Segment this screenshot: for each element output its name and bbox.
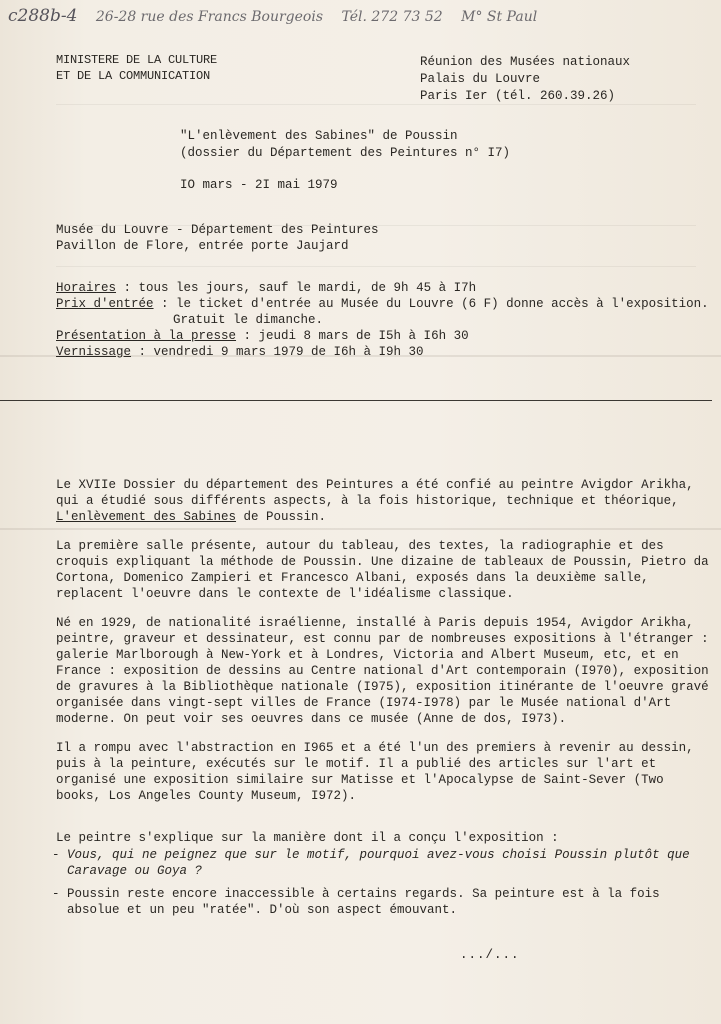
- handwritten-address: 26-28 rue des Francs Bourgeois: [95, 9, 324, 25]
- ministry-line: MINISTERE DE LA CULTURE: [56, 53, 218, 67]
- handwritten-phone: Tél. 272 73 52: [341, 9, 443, 25]
- dash: -: [52, 848, 60, 862]
- handwritten-reference: c288b-4: [8, 6, 78, 26]
- organization-line: Paris Ier (tél. 260.39.26): [420, 89, 616, 103]
- price-label: Prix d'entrée: [56, 297, 154, 311]
- answer-text: Poussin reste encore inaccessible à certains regards. Sa peinture est à la fois absolue et un peu "ratée". D'où son aspect émouvant.: [67, 887, 660, 917]
- paragraph: Le peintre s'explique sur la manière dont il a conçu l'exposition :: [56, 831, 559, 845]
- paragraph-text: Le XVIIe Dossier du département des Peintures a été confié au peintre Avigdor Arikha, qui a étudié sous différents aspects, à la fois historique, technique et théorique,: [56, 478, 694, 508]
- location-block: [56, 222, 379, 254]
- organization-line: Palais du Louvre: [420, 72, 541, 86]
- location-line: Pavillon de Flore, entrée porte Jaujard: [56, 239, 349, 253]
- press-label: Présentation à la presse: [56, 329, 237, 343]
- question-text: Vous, qui ne peignez que sur le motif, pourquoi avez-vous choisi Poussin plutôt que Caravage ou Goya ?: [67, 848, 690, 878]
- ministry-header: [56, 52, 217, 84]
- opening-label: Vernissage: [56, 345, 132, 359]
- handwritten-metro: M° St Paul: [461, 9, 538, 25]
- exhibition-subtitle: (dossier du Département des Peintures n° I7): [180, 146, 511, 160]
- organization-line: Réunion des Musées nationaux: [420, 55, 631, 69]
- organization-header: [420, 54, 630, 105]
- interview-answer: [52, 886, 712, 918]
- interview-question: [52, 847, 712, 879]
- continued-marker: .../...: [460, 948, 520, 962]
- opening-line: [56, 344, 716, 360]
- location-line: Musée du Louvre - Département des Peintures: [56, 223, 379, 237]
- press-text: : jeudi 8 mars de I5h à I6h 30: [236, 329, 469, 343]
- interview-excerpt: [52, 847, 712, 918]
- handwritten-note: [8, 6, 708, 36]
- artwork-title: L'enlèvement des Sabines: [56, 510, 237, 524]
- price-line: [56, 296, 716, 312]
- paragraph: Né en 1929, de nationalité israélienne, installé à Paris depuis 1954, Avigdor Arikha, peintre, graveur et dessinateur, est connu par de nombreuses expositions à l'étranger : galerie Marlborough à New-York et à Londres, Victoria and Albert Museum, etc, et en France : exposition de dessins au Centre national d'Art contemporain (I970), exposition de gravures à la Bibliothèque nationale (I975), exposition itinérante de l'oeuvre gravé organisée dans vingt-sept villes de France (I974-I978) par le Musée national d'Art moderne. On peut voir ses oeuvres dans ce musée (Anne de dos, I973).: [56, 616, 709, 726]
- paragraph: La première salle présente, autour du tableau, des textes, la radiographie et des croquis expliquant la méthode de Poussin. Une dizaine de tableaux de Poussin, Pietro da Cortona, Domenico Zampieri et Francesco Albani, exposés dans la deuxième salle, replacent l'oeuvre dans le contexte de l'idéalisme classique.: [56, 539, 709, 601]
- paragraph: [56, 477, 716, 525]
- paragraph-text: de Poussin.: [236, 510, 327, 524]
- exhibition-title: "L'enlèvement des Sabines" de Poussin: [180, 129, 458, 143]
- exhibition-dates: IO mars - 2I mai 1979: [180, 178, 338, 192]
- opening-text: : vendredi 9 mars 1979 de I6h à I9h 30: [131, 345, 424, 359]
- dash: -: [52, 887, 60, 901]
- price-free-line: Gratuit le dimanche.: [173, 313, 324, 327]
- hours-line: [56, 280, 716, 296]
- exhibition-title-block: [180, 128, 510, 162]
- press-release-body: [56, 477, 716, 859]
- practical-info: [56, 280, 716, 360]
- horizontal-divider: [0, 400, 712, 401]
- price-text: : le ticket d'entrée au Musée du Louvre (6 F) donne accès à l'exposition.: [153, 297, 709, 311]
- ministry-line: ET DE LA COMMUNICATION: [56, 69, 211, 83]
- hours-label: Horaires: [56, 281, 117, 295]
- paragraph: Il a rompu avec l'abstraction en I965 et a été l'un des premiers à revenir au dessin, puis à la peinture, exécutés sur le motif. Il a publié des articles sur l'art et organisé une exposition similaire sur Matisse et l'Apocalypse de Saint-Sever (Two books, Los Angeles County Museum, I972).: [56, 741, 694, 803]
- hours-text: : tous les jours, sauf le mardi, de 9h 45 à I7h: [116, 281, 477, 295]
- press-line: [56, 328, 716, 344]
